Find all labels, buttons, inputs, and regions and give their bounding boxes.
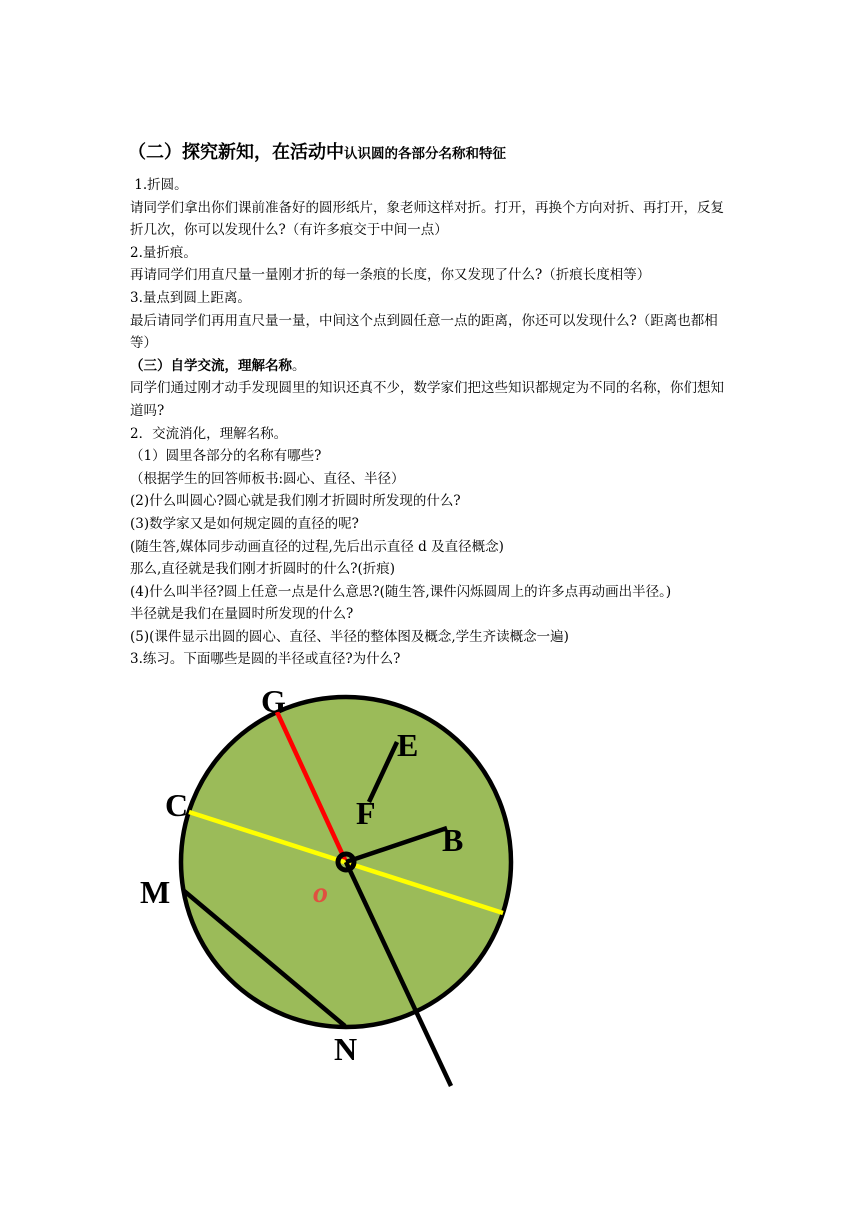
- paragraph: 最后请同学们再用直尺量一量，中间这个点到圆任意一点的距离，你还可以发现什么?（距离也都相等）: [130, 312, 718, 352]
- paragraph: （1）圆里各部分的名称有哪些?: [130, 448, 322, 465]
- label-o: o: [313, 876, 328, 909]
- paragraph: 半径就是我们在量圆时所发现的什么?: [130, 606, 354, 623]
- paragraph: (2)什么叫圆心?圆心就是我们刚才折圆时所发现的什么?: [130, 493, 461, 510]
- section-3-title-end: 。: [292, 357, 306, 374]
- paragraph: (4)什么叫半径?圆上任意一点是什么意思?(随生答,课件闪烁圆周上的许多点再动画出半径。): [130, 583, 672, 600]
- label-m: M: [140, 874, 171, 910]
- paragraph: 2.量折痕。: [130, 244, 197, 261]
- label-n: N: [334, 1031, 358, 1067]
- paragraph: (随生答,媒体同步动画直径的过程,先后出示直径 d 及直径概念): [130, 538, 504, 555]
- circle-diagram: [0, 670, 860, 1100]
- paragraph: 那么,直径就是我们刚才折圆时的什么?(折痕): [130, 561, 396, 578]
- paragraph: （根据学生的回答师板书:圆心、直径、半径）: [130, 470, 405, 487]
- paragraph: (3)数学家又是如何规定圆的直径的呢?: [130, 515, 359, 532]
- heading-main: （二）探究新知，在活动中: [128, 142, 344, 163]
- heading-sub: 认识圆的各部分名称和特征: [344, 146, 506, 162]
- section-heading: [128, 138, 768, 164]
- paragraph: 2．交流消化，理解名称。: [130, 425, 288, 442]
- paragraph: 再请同学们用直尺量一量刚才折的每一条痕的长度，你又发现了什么?（折痕长度相等）: [130, 267, 651, 284]
- label-g: G: [261, 683, 286, 719]
- paragraph: 1.折圆。: [130, 177, 188, 193]
- paragraph: 3.练习。下面哪些是圆的半径或直径?为什么?: [130, 651, 401, 668]
- section-3-title: （三）自学交流，理解名称: [130, 357, 292, 374]
- body-text: [130, 174, 735, 671]
- paragraph: 请同学们拿出你们课前准备好的圆形纸片，象老师这样对折。打开，再换个方向对折、再打开，反复折几次，你可以发现什么?（有许多痕交于中间一点）: [130, 199, 724, 239]
- section-3-heading: [130, 355, 735, 378]
- label-f: F: [356, 795, 376, 831]
- paragraph: 3.量点到圆上距离。: [130, 289, 251, 306]
- paragraph: (5)(课件显示出圆的圆心、直径、半径的整体图及概念,学生齐读概念一遍): [130, 628, 569, 645]
- paragraph: 同学们通过刚才动手发现圆里的知识还真不少，数学家们把这些知识都规定为不同的名称，你们想知道吗?: [130, 380, 724, 419]
- label-c: C: [165, 787, 189, 823]
- label-e: E: [397, 727, 419, 763]
- label-b: B: [442, 822, 464, 858]
